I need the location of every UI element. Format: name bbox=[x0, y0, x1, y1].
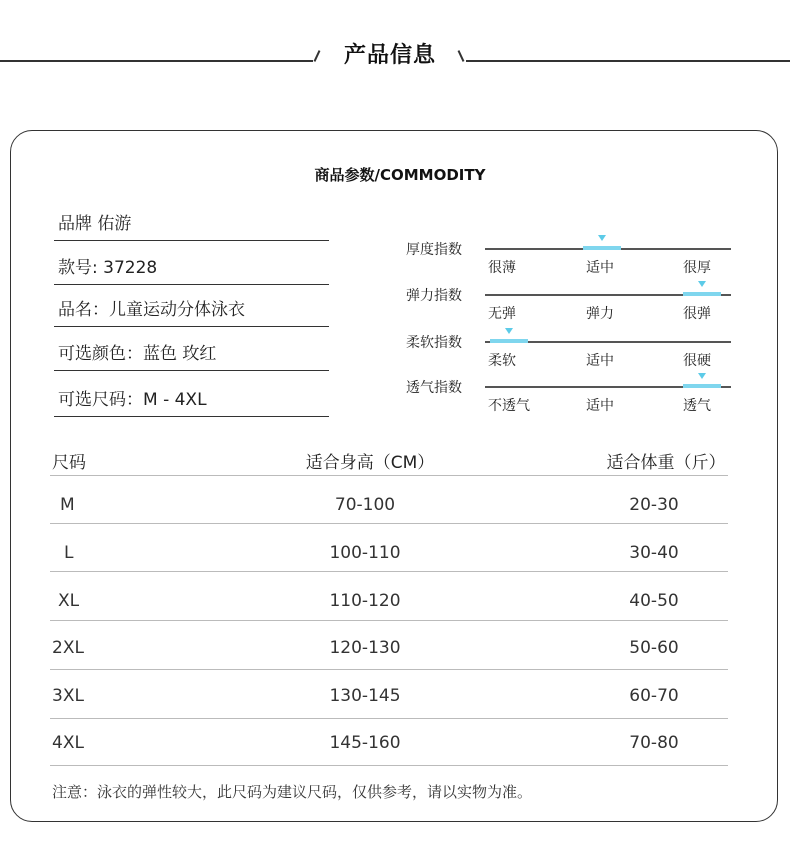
param-text: 款号: 37228 bbox=[58, 258, 158, 278]
scale-option: 很弹 bbox=[683, 306, 711, 322]
scale-option: 适中 bbox=[586, 260, 614, 276]
table-cell: L bbox=[64, 543, 74, 563]
table-rule bbox=[50, 718, 728, 719]
triangle-down-icon bbox=[505, 328, 513, 334]
param-row bbox=[54, 250, 329, 285]
table-cell: 2XL bbox=[52, 638, 84, 658]
scale-option: 弹力 bbox=[586, 306, 614, 322]
scale-label: 弹力指数 bbox=[406, 288, 462, 304]
scale-option: 适中 bbox=[586, 353, 614, 369]
table-cell: 50-60 bbox=[629, 638, 679, 658]
table-cell: 130-145 bbox=[329, 686, 401, 706]
scale-selected-marker bbox=[490, 339, 528, 343]
scale-selected-marker bbox=[683, 292, 721, 296]
table-rule bbox=[50, 669, 728, 670]
table-header: 适合身高（CM） bbox=[305, 453, 435, 473]
param-text: 品名：儿童运动分体泳衣 bbox=[58, 300, 245, 320]
scale-option: 无弹 bbox=[488, 306, 516, 322]
table-cell: 110-120 bbox=[329, 591, 401, 611]
table-header: 适合体重（斤） bbox=[606, 453, 726, 473]
table-rule bbox=[50, 475, 728, 476]
section-title: 商品参数/COMMODITY bbox=[314, 166, 486, 184]
scale-option: 柔软 bbox=[488, 353, 516, 369]
table-cell: 4XL bbox=[52, 733, 84, 753]
scale-option: 很厚 bbox=[683, 260, 711, 276]
param-text: 可选尺码：M - 4XL bbox=[58, 390, 207, 410]
table-cell: 30-40 bbox=[629, 543, 679, 563]
param-text: 可选颜色：蓝色 玫红 bbox=[58, 344, 217, 364]
triangle-down-icon bbox=[598, 235, 606, 241]
table-header: 尺码 bbox=[52, 453, 86, 473]
table-cell: 60-70 bbox=[629, 686, 679, 706]
table-cell: M bbox=[60, 495, 75, 515]
scale-option: 很硬 bbox=[683, 353, 711, 369]
scale-option: 适中 bbox=[586, 398, 614, 414]
param-row bbox=[54, 292, 329, 327]
param-row bbox=[54, 382, 329, 417]
scale-option: 不透气 bbox=[488, 398, 530, 414]
table-cell: 20-30 bbox=[629, 495, 679, 515]
table-rule bbox=[50, 571, 728, 572]
param-text: 品牌 佑游 bbox=[58, 214, 132, 234]
triangle-down-icon bbox=[698, 373, 706, 379]
scale-selected-marker bbox=[683, 384, 721, 388]
table-rule bbox=[50, 620, 728, 621]
scale-option: 很薄 bbox=[488, 260, 516, 276]
table-cell: 70-80 bbox=[629, 733, 679, 753]
param-row bbox=[54, 206, 329, 241]
scale-label: 厚度指数 bbox=[406, 242, 462, 258]
table-cell: 100-110 bbox=[329, 543, 401, 563]
table-cell: 120-130 bbox=[329, 638, 401, 658]
scale-label: 柔软指数 bbox=[406, 335, 462, 351]
scale-option: 透气 bbox=[683, 398, 711, 414]
page-title: 产品信息 bbox=[343, 43, 436, 68]
table-cell: 3XL bbox=[52, 686, 84, 706]
table-rule bbox=[50, 523, 728, 524]
table-cell: 145-160 bbox=[329, 733, 401, 753]
header-rule-left bbox=[0, 60, 313, 62]
table-rule bbox=[50, 765, 728, 766]
table-cell: 40-50 bbox=[629, 591, 679, 611]
size-note: 注意：泳衣的弹性较大，此尺码为建议尺码，仅供参考，请以实物为准。 bbox=[52, 783, 533, 801]
scale-selected-marker bbox=[583, 246, 621, 250]
table-cell: XL bbox=[58, 591, 80, 611]
param-row bbox=[54, 336, 329, 371]
table-cell: 70-100 bbox=[334, 495, 396, 515]
scale-label: 透气指数 bbox=[406, 380, 462, 396]
triangle-down-icon bbox=[698, 281, 706, 287]
header-rule-right bbox=[466, 60, 790, 62]
